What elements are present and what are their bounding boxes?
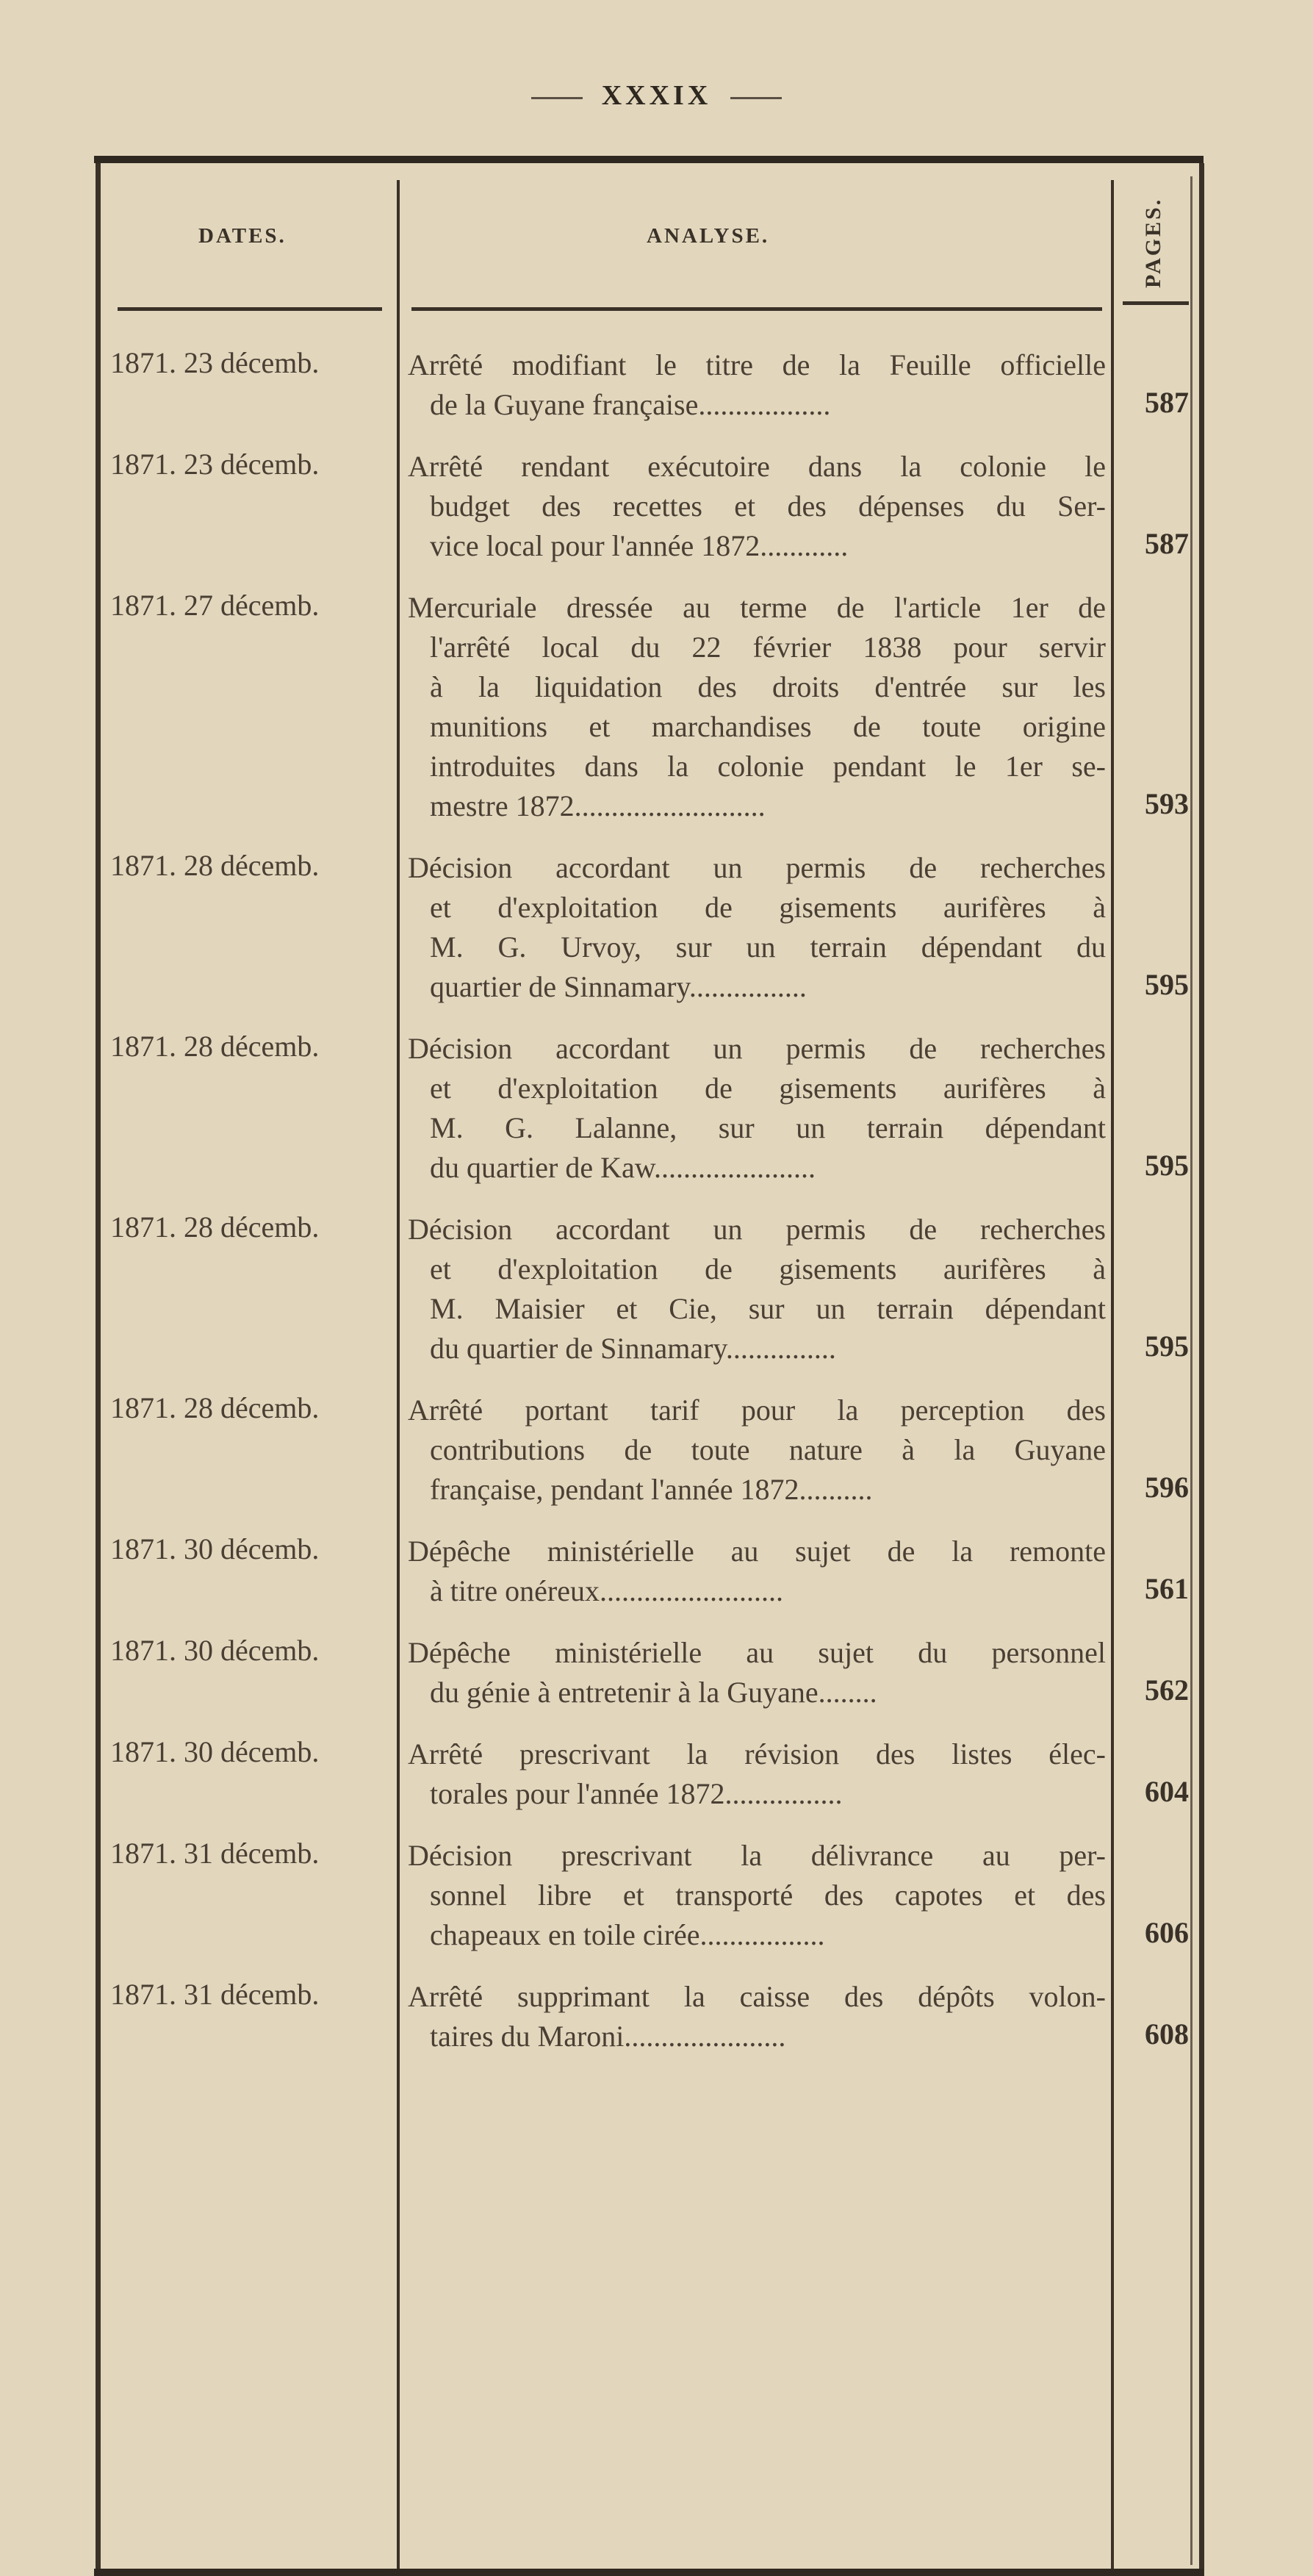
analysis-line: l'arrêté local du 22 février 1838 pour servir [430,631,1106,664]
column-divider-dates [397,180,400,2569]
row-page-number: 587 [1145,527,1189,560]
row-date: 1871. 30 décemb. [110,1532,320,1565]
column-divider-analyse [1111,180,1114,2569]
analysis-line: mestre 1872.......................... [430,789,766,822]
row-date: 1871. 27 décemb. [110,589,320,622]
analysis-line: taires du Maroni...................... [430,2020,786,2053]
row-page-number: 561 [1145,1572,1189,1605]
row-date: 1871. 23 décemb. [110,448,320,481]
row-analysis [408,1029,1106,1188]
row-date: 1871. 30 décemb. [110,1634,320,1667]
analysis-line: Arrêté prescrivant la révision des listes élec- [408,1737,1106,1770]
analyse-header-underline [411,307,1102,311]
analysis-line: budget des recettes et des dépenses du Ser- [430,489,1106,523]
analysis-line: Arrêté rendant exécutoire dans la colonie le [408,450,1106,483]
row-date: 1871. 28 décemb. [110,849,320,882]
analysis-line: introduites dans la colonie pendant le 1er se- [430,750,1106,783]
analysis-line: Dépêche ministérielle au sujet du personnel [408,1636,1106,1669]
row-analysis [408,1734,1106,1814]
column-header-pages-label: PAGES. [1141,197,1165,288]
analysis-line: du quartier de Kaw...................... [430,1151,816,1184]
row-analysis [408,345,1106,425]
analysis-line: Décision accordant un permis de recherches [408,1213,1106,1246]
row-analysis [408,1633,1106,1712]
row-page-number: 608 [1145,2017,1189,2051]
row-page-number: 595 [1145,1149,1189,1182]
column-header-dates: DATES. [198,224,287,248]
analysis-line: du quartier de Sinnamary............... [430,1332,836,1365]
row-analysis [408,1532,1106,1611]
row-date: 1871. 23 décemb. [110,346,320,379]
analysis-line: et d'exploitation de gisements aurifères à [430,1072,1106,1105]
dates-header-underline [118,307,382,311]
analysis-line: et d'exploitation de gisements aurifères à [430,891,1106,924]
analysis-line: Décision prescrivant la délivrance au per- [408,1839,1106,1872]
analysis-line: Décision accordant un permis de recherches [408,851,1106,884]
page-header [0,79,1313,112]
table-right-border [1199,163,1204,2576]
row-analysis [408,848,1106,1007]
analysis-line: Arrêté portant tarif pour la perception des [408,1393,1106,1427]
analysis-line: contributions de toute nature à la Guyane [430,1433,1106,1466]
analysis-line: Mercuriale dressée au terme de l'article 1er de [408,591,1106,624]
row-date: 1871. 30 décemb. [110,1735,320,1768]
analysis-line: Arrêté modifiant le titre de la Feuille officielle [408,348,1106,381]
analysis-line: à titre onéreux......................... [430,1574,783,1607]
analysis-line: munitions et marchandises de toute origine [430,710,1106,743]
row-page-number: 587 [1145,386,1189,419]
row-page-number: 562 [1145,1673,1189,1707]
row-page-number: 593 [1145,787,1189,820]
analysis-line: et d'exploitation de gisements aurifères à [430,1252,1106,1285]
row-page-number: 595 [1145,968,1189,1001]
analysis-line: sonnel libre et transporté des capotes et des [430,1879,1106,1912]
row-date: 1871. 31 décemb. [110,1837,320,1870]
row-date: 1871. 31 décemb. [110,1978,320,2011]
analysis-line: à la liquidation des droits d'entrée sur les [430,670,1106,703]
table-bottom-rule [94,2569,1204,2576]
column-header-pages [1120,176,1187,309]
analysis-line: du génie à entretenir à la Guyane........ [430,1676,877,1709]
header-dash-left [531,97,583,99]
analysis-line: de la Guyane française.................. [430,388,831,421]
row-date: 1871. 28 décemb. [110,1030,320,1063]
row-page-number: 606 [1145,1916,1189,1949]
analysis-line: française, pendant l'année 1872.......... [430,1473,873,1506]
row-analysis [408,1210,1106,1368]
row-analysis [408,447,1106,566]
analysis-line: Arrêté supprimant la caisse des dépôts volon- [408,1980,1106,2013]
row-date: 1871. 28 décemb. [110,1210,320,1244]
analysis-line: torales pour l'année 1872................ [430,1777,843,1810]
header-dash-right [730,97,782,99]
row-analysis [408,1391,1106,1510]
row-analysis [408,1836,1106,1955]
analysis-line: M. G. Urvoy, sur un terrain dépendant du [430,930,1106,964]
row-analysis [408,1977,1106,2056]
analysis-line: quartier de Sinnamary................ [430,970,807,1003]
row-page-number: 604 [1145,1775,1189,1808]
row-page-number: 596 [1145,1471,1189,1504]
row-date: 1871. 28 décemb. [110,1391,320,1424]
analysis-line: Dépêche ministérielle au sujet de la remonte [408,1535,1106,1568]
analysis-line: M. G. Lalanne, sur un terrain dépendant [430,1111,1106,1144]
row-page-number: 595 [1145,1330,1189,1363]
table-right-inner-border [1190,176,1193,2565]
analysis-line: chapeaux en toile cirée................. [430,1918,825,1951]
page-number-roman: XXXIX [601,80,712,111]
row-analysis [408,588,1106,826]
column-header-analyse: ANALYSE. [647,224,770,248]
analysis-line: M. Maisier et Cie, sur un terrain dépendant [430,1292,1106,1325]
table-left-border [96,163,101,2576]
table-top-rule [94,156,1204,163]
analysis-line: vice local pour l'année 1872............ [430,529,849,562]
analysis-line: Décision accordant un permis de recherches [408,1032,1106,1065]
